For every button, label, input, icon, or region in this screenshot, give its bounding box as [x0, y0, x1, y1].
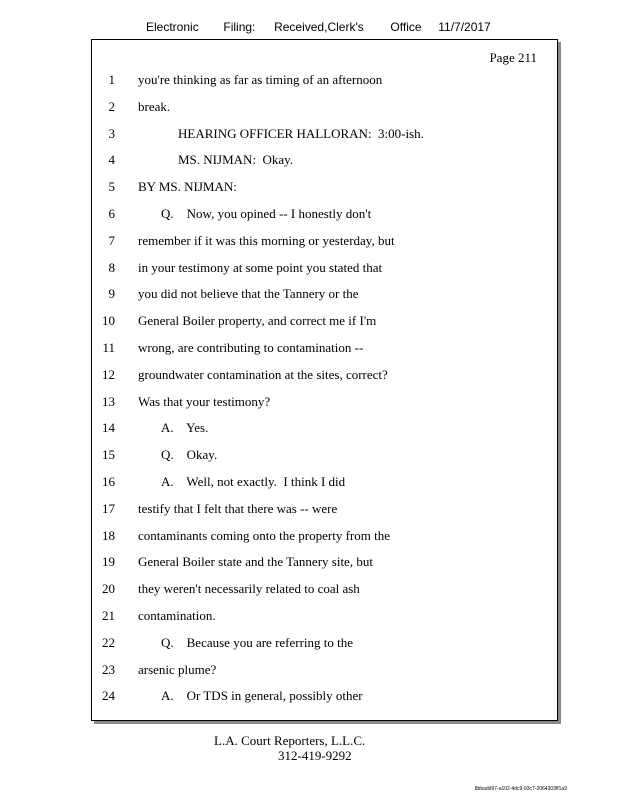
line-text: you're thinking as far as timing of an afternoon	[138, 72, 383, 87]
line-number: 9	[108, 286, 115, 302]
line-number: 22	[102, 634, 115, 650]
received-clerks: Received,Clerk's	[274, 20, 364, 34]
transcript-line	[92, 554, 557, 572]
transcript-line	[92, 608, 557, 626]
transcript-line	[92, 688, 557, 706]
transcript-line	[92, 447, 557, 465]
line-text: A. Or TDS in general, possibly other	[161, 688, 363, 704]
transcript-line	[92, 179, 557, 197]
transcript-line	[92, 206, 557, 224]
transcript-line	[92, 260, 557, 278]
line-number: 1	[108, 72, 115, 87]
line-number: 2	[108, 98, 115, 114]
line-number: 17	[102, 500, 115, 516]
transcript-line	[92, 662, 557, 680]
line-text: BY MS. NIJMAN:	[138, 179, 237, 195]
line-number: 7	[108, 232, 115, 248]
line-text: in your testimony at some point you stated that	[138, 259, 383, 275]
transcript-line	[92, 581, 557, 599]
line-text: Q. Okay.	[161, 447, 218, 463]
line-number: 5	[108, 179, 115, 195]
transcript-line	[92, 474, 557, 492]
line-number: 16	[102, 474, 115, 489]
line-text: contaminants coming onto the property from the	[138, 527, 390, 543]
line-text: Was that your testimony?	[138, 393, 271, 409]
line-text: Q. Now, you opined -- I honestly don't	[161, 206, 372, 221]
filing-word: Filing:	[223, 20, 256, 34]
line-number: 24	[102, 688, 115, 704]
line-number: 20	[102, 581, 115, 597]
line-text: A. Well, not exactly. I think I did	[161, 474, 346, 489]
line-text: they weren't necessarily related to coal ash	[138, 581, 360, 597]
office-label: Office	[390, 20, 422, 34]
line-text: HEARING OFFICER HALLORAN: 3:00-ish.	[178, 125, 424, 141]
line-number: 13	[102, 393, 115, 409]
line-number: 8	[108, 259, 115, 275]
transcript-line	[92, 367, 557, 385]
transcript-line	[92, 99, 557, 117]
filing-date: 11/7/2017	[438, 20, 491, 34]
page-number: Page 211	[489, 50, 537, 65]
line-number: 10	[102, 313, 115, 329]
transcript-line	[92, 313, 557, 331]
line-text: testify that I felt that there was -- were	[138, 500, 338, 516]
line-text: groundwater contamination at the sites, correct?	[138, 366, 388, 382]
line-number: 21	[102, 608, 115, 623]
line-number: 23	[102, 661, 115, 677]
filing-stamp	[146, 20, 491, 34]
transcript-line	[92, 126, 557, 144]
transcript-line	[92, 72, 557, 90]
line-text: contamination.	[138, 608, 216, 623]
line-text: break.	[138, 98, 171, 114]
transcript-line	[92, 501, 557, 519]
reporter-company: L.A. Court Reporters, L.L.C.	[214, 733, 366, 748]
reporter-footer	[214, 733, 365, 763]
document-id: 8bbadd97-a102-4dc9-93c7-2064303ff1a9	[474, 786, 567, 792]
line-number: 4	[108, 152, 115, 168]
line-text: wrong, are contributing to contamination --	[138, 340, 364, 355]
line-number: 19	[102, 554, 115, 570]
line-text: General Boiler property, and correct me if I'm	[138, 313, 377, 329]
transcript-line	[92, 635, 557, 653]
transcript-page	[91, 39, 558, 721]
line-text: Q. Because you are referring to the	[161, 634, 354, 650]
line-number: 11	[102, 340, 115, 355]
line-text: remember if it was this morning or yesterday, but	[138, 232, 395, 248]
line-number: 12	[102, 366, 115, 382]
transcript-line	[92, 340, 557, 358]
line-number: 15	[102, 447, 115, 463]
line-number: 3	[108, 125, 115, 141]
line-text: MS. NIJMAN: Okay.	[178, 152, 294, 168]
line-text: arsenic plume?	[138, 661, 217, 677]
filing-label: Electronic	[146, 20, 199, 34]
line-number: 6	[108, 206, 115, 221]
transcript-line	[92, 420, 557, 438]
line-text: General Boiler state and the Tannery site, but	[138, 554, 373, 570]
transcript-line	[92, 286, 557, 304]
transcript-line	[92, 152, 557, 170]
line-number: 18	[102, 527, 115, 543]
line-text: you did not believe that the Tannery or the	[138, 286, 359, 302]
transcript-line	[92, 394, 557, 412]
line-number: 14	[102, 420, 115, 436]
reporter-phone: 312-419-9292	[278, 748, 352, 763]
transcript-line	[92, 528, 557, 546]
line-text: A. Yes.	[161, 420, 209, 436]
transcript-line	[92, 233, 557, 251]
